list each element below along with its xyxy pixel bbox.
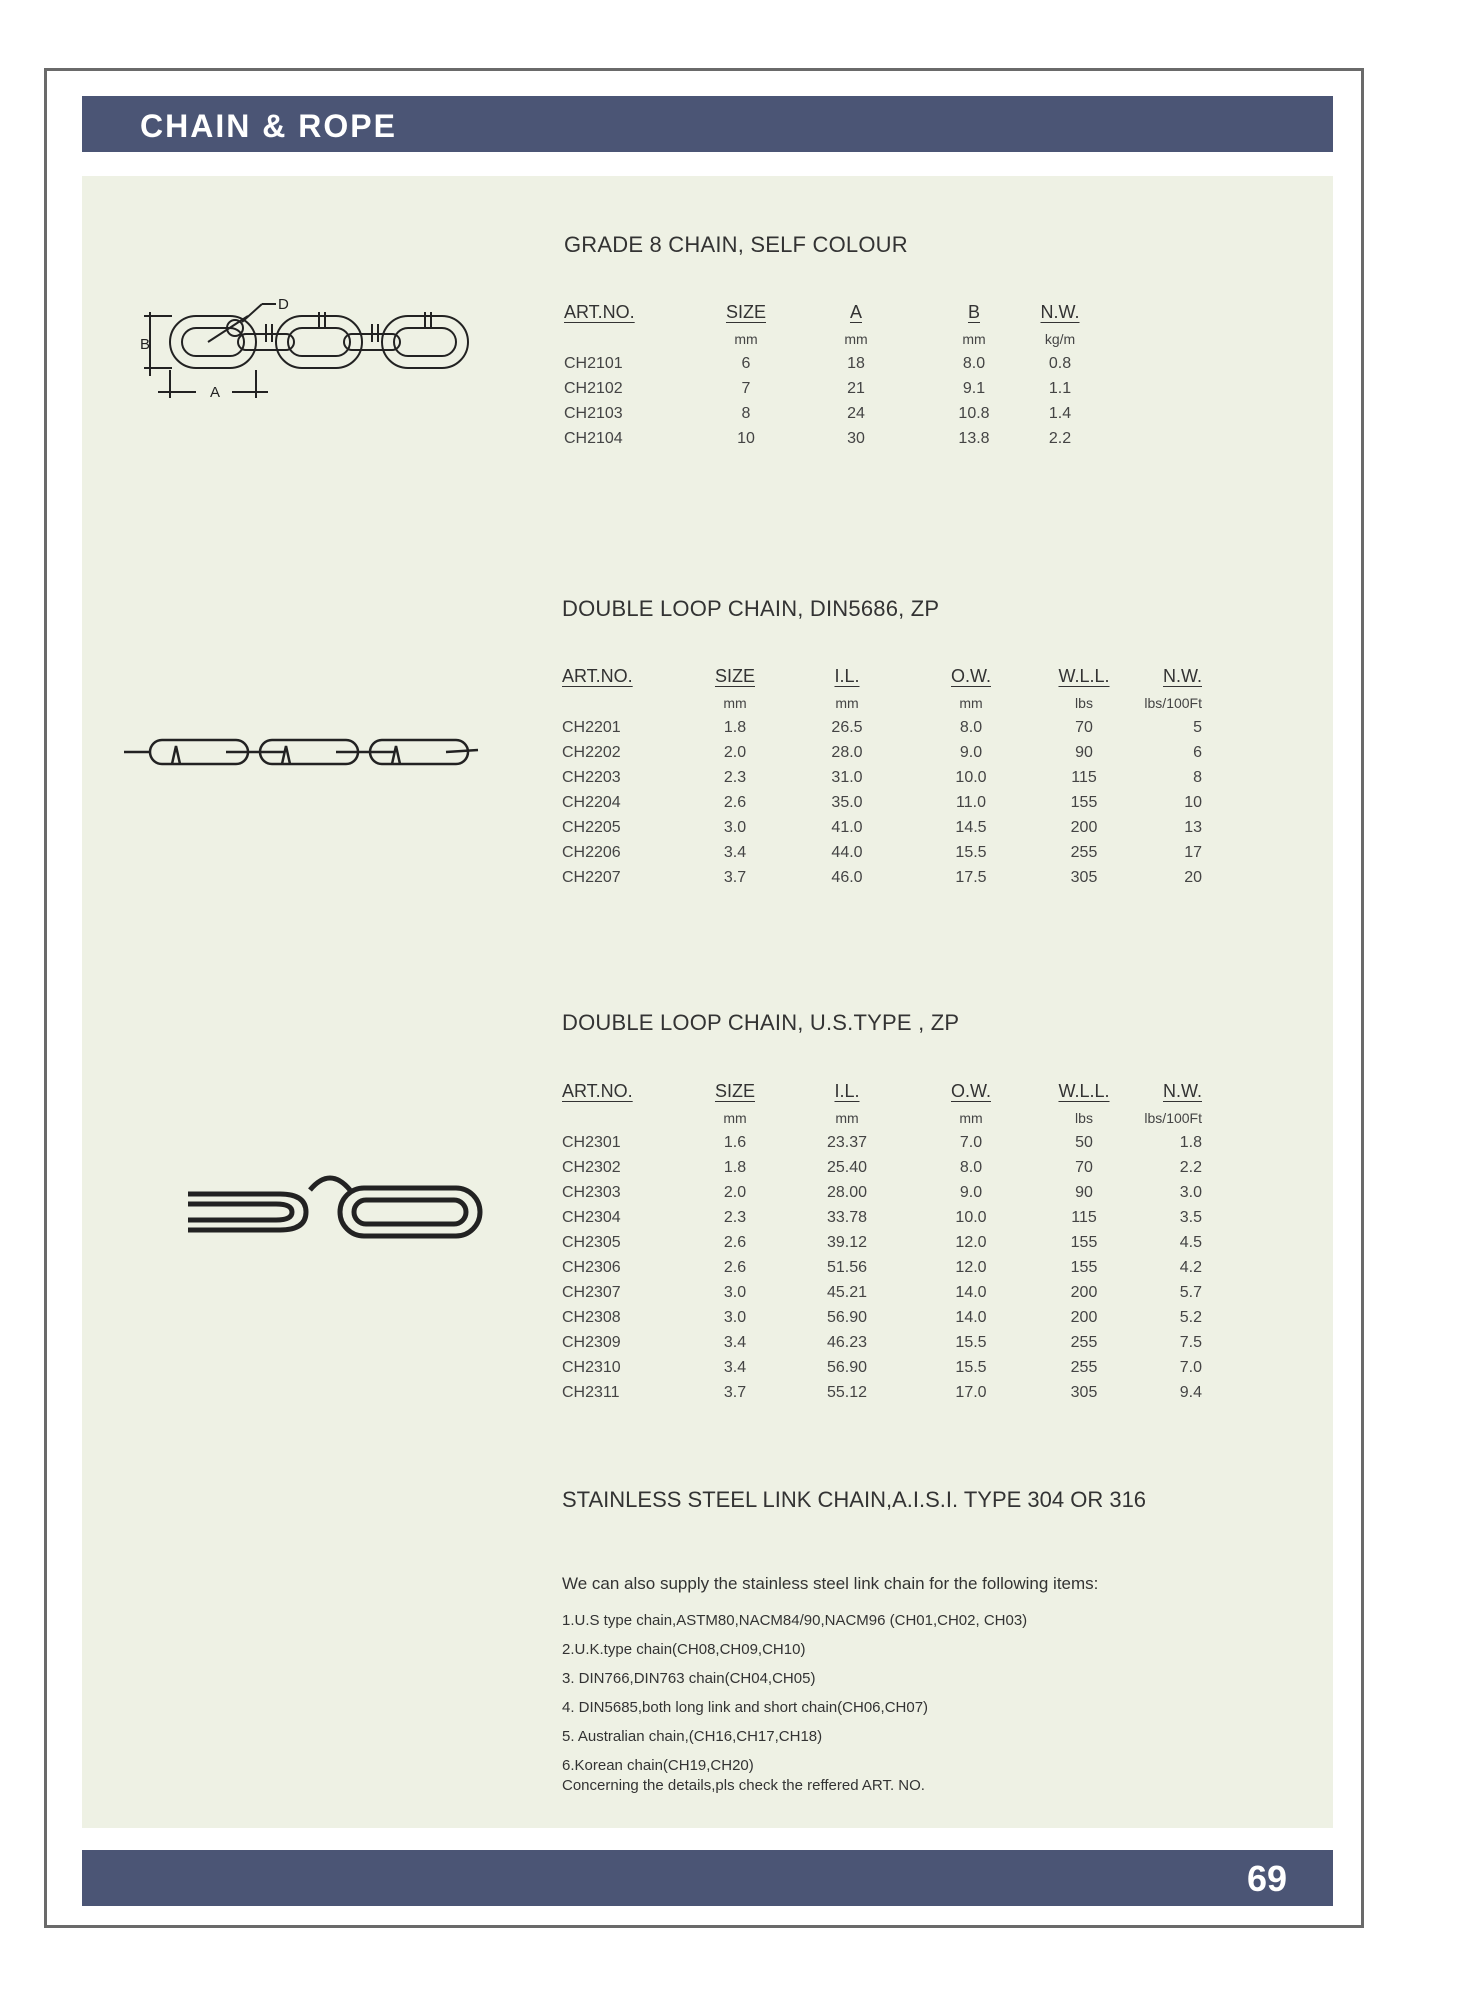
table-cell: CH2308 (562, 1309, 621, 1326)
table-cell: 13 (1184, 819, 1202, 836)
table-header-row (562, 1081, 1202, 1106)
table-cell: 26.5 (831, 719, 863, 736)
table-cell: 3.4 (723, 844, 747, 861)
table-cell: CH2310 (562, 1359, 621, 1376)
table-cell: 25.40 (826, 1159, 868, 1176)
table-cell: 4.5 (1179, 1234, 1202, 1251)
list-item: 2.U.K.type chain(CH08,CH09,CH10) (562, 1641, 806, 1658)
table-cell: 17.0 (955, 1384, 987, 1401)
column-header: B (967, 302, 980, 322)
table-cell: 2.3 (723, 769, 747, 786)
table-row (562, 1380, 1202, 1405)
table-row (562, 715, 1202, 740)
unit-cell: lbs (1075, 695, 1093, 711)
table-cell: 41.0 (831, 819, 863, 836)
list-item: 4. DIN5685,both long link and short chain(CH06,CH07) (562, 1699, 929, 1716)
table-cell: CH2303 (562, 1184, 621, 1201)
table-cell: 200 (1070, 1309, 1098, 1326)
table-row (562, 1180, 1202, 1205)
column-header: I.L. (834, 666, 860, 686)
table-row (562, 1155, 1202, 1180)
table-cell: 4.2 (1179, 1259, 1202, 1276)
list-item: 1.U.S type chain,ASTM80,NACM84/90,NACM96 (CH01,CH02, CH03) (562, 1612, 1028, 1629)
table-cell: 9.4 (1179, 1384, 1202, 1401)
table-cell: 39.12 (826, 1234, 868, 1251)
table-cell: CH2203 (562, 769, 621, 786)
table-cell: 46.0 (831, 869, 863, 886)
column-header: N.W. (1163, 1081, 1202, 1101)
table-cell: CH2102 (564, 380, 623, 397)
table-cell: 10 (1184, 794, 1202, 811)
unit-cell: mm (734, 331, 758, 347)
unit-cell: mm (835, 1110, 859, 1126)
table-cell: CH2201 (562, 719, 621, 736)
table-cell: 200 (1070, 1284, 1098, 1301)
column-header: W.L.L. (1058, 1081, 1110, 1101)
diagram-label-b: B (140, 336, 151, 353)
table-cell: CH2104 (564, 430, 623, 447)
table-cell: 6 (741, 355, 751, 372)
table-cell: 8.0 (959, 719, 983, 736)
table-cell: 1.8 (723, 719, 747, 736)
table-row (562, 1205, 1202, 1230)
column-header: O.W. (951, 1081, 991, 1101)
table-cell: 14.0 (955, 1309, 987, 1326)
table-row (562, 1280, 1202, 1305)
table-cell: 2.6 (723, 1259, 747, 1276)
table-row (562, 1355, 1202, 1380)
table-cell: CH2309 (562, 1334, 621, 1351)
stainless-item-list (562, 1606, 1027, 1780)
table-cell: 3.7 (723, 869, 747, 886)
column-header: ART.NO. (562, 1081, 633, 1101)
table-cell: CH2302 (562, 1159, 621, 1176)
unit-cell: mm (962, 331, 986, 347)
unit-cell: mm (959, 1110, 983, 1126)
column-header: ART.NO. (564, 302, 635, 322)
table-cell: CH2204 (562, 794, 621, 811)
grade8-spec-table (564, 302, 1084, 451)
column-header: W.L.L. (1058, 666, 1110, 686)
table-cell: 3.0 (723, 819, 747, 836)
table-cell: 9.0 (959, 1184, 983, 1201)
column-header: SIZE (714, 1081, 755, 1101)
table-cell: 14.0 (955, 1284, 987, 1301)
table-cell: 2.0 (723, 744, 747, 761)
table-cell: CH2101 (564, 355, 623, 372)
table-cell: 33.78 (826, 1209, 868, 1226)
table-cell: 8 (1193, 769, 1202, 786)
table-cell: 3.5 (1179, 1209, 1202, 1226)
table-cell: 7.5 (1179, 1334, 1202, 1351)
unit-cell: kg/m (1044, 331, 1076, 347)
table-cell: CH2304 (562, 1209, 621, 1226)
column-header: N.W. (1163, 666, 1202, 686)
table-row (564, 401, 1084, 426)
list-item: 6.Korean chain(CH19,CH20) (562, 1757, 754, 1774)
table-row (562, 815, 1202, 840)
table-cell: 3.4 (723, 1334, 747, 1351)
table-cell: 55.12 (826, 1384, 868, 1401)
list-item: 3. DIN766,DIN763 chain(CH04,CH05) (562, 1670, 816, 1687)
unit-cell: lbs/100Ft (1144, 1110, 1202, 1126)
stainless-outro: Concerning the details,pls check the reffered ART. NO. (562, 1777, 925, 1794)
table-row (562, 1330, 1202, 1355)
table-cell: CH2301 (562, 1134, 621, 1151)
table-cell: CH2307 (562, 1284, 621, 1301)
table-cell: 44.0 (831, 844, 863, 861)
table-cell: 13.8 (958, 430, 990, 447)
stainless-intro: We can also supply the stainless steel link chain for the following items: (562, 1574, 1099, 1593)
section-title-stainless: STAINLESS STEEL LINK CHAIN,A.I.S.I. TYPE 304 OR 316 (562, 1487, 1147, 1512)
table-cell: CH2305 (562, 1234, 621, 1251)
table-cell: 90 (1075, 744, 1093, 761)
table-cell: 3.0 (723, 1284, 747, 1301)
unit-cell (562, 1106, 682, 1130)
unit-cell: lbs (1075, 1110, 1093, 1126)
page-number: 69 (1246, 1858, 1287, 1899)
section-title-din5686: DOUBLE LOOP CHAIN, DIN5686, ZP (562, 596, 940, 621)
table-row (562, 1255, 1202, 1280)
table-cell: 7.0 (1179, 1359, 1202, 1376)
table-cell: 7.0 (959, 1134, 983, 1151)
column-header: N.W. (1040, 302, 1080, 322)
table-cell: 155 (1070, 1259, 1098, 1276)
table-cell: 2.6 (723, 1234, 747, 1251)
table-row (564, 376, 1084, 401)
footer-band (82, 1850, 1333, 1906)
table-row (564, 426, 1084, 451)
table-header-row (562, 666, 1202, 691)
ustype-spec-table (562, 1081, 1202, 1405)
table-cell: 8.0 (962, 355, 986, 372)
table-cell: 1.6 (723, 1134, 747, 1151)
table-cell: 30 (847, 430, 865, 447)
table-cell: CH2103 (564, 405, 623, 422)
table-cell: 255 (1070, 1334, 1098, 1351)
table-cell: 56.90 (826, 1359, 868, 1376)
table-row (562, 740, 1202, 765)
diagram-label-d: D (278, 296, 289, 313)
ustype-chain-illustration (180, 1160, 490, 1240)
table-cell: 45.21 (826, 1284, 868, 1301)
din5686-spec-table (562, 666, 1202, 890)
table-cell: 9.0 (959, 744, 983, 761)
table-cell: 2.3 (723, 1209, 747, 1226)
unit-cell: mm (844, 331, 868, 347)
table-cell: 3.0 (723, 1309, 747, 1326)
table-cell: CH2306 (562, 1259, 621, 1276)
table-cell: 115 (1071, 1209, 1097, 1226)
column-header: O.W. (951, 666, 991, 686)
table-row (562, 765, 1202, 790)
table-cell: 115 (1071, 769, 1097, 786)
table-row (562, 1305, 1202, 1330)
grade8-chain-diagram (138, 296, 498, 406)
header-band (82, 96, 1333, 152)
table-cell: 1.1 (1048, 380, 1072, 397)
table-cell: 3.0 (1179, 1184, 1202, 1201)
table-cell: 51.56 (826, 1259, 868, 1276)
table-cell: 2.6 (723, 794, 747, 811)
table-cell: 305 (1070, 1384, 1098, 1401)
table-cell: 8 (741, 405, 751, 422)
table-cell: 17.5 (955, 869, 987, 886)
unit-cell: mm (835, 695, 859, 711)
din5686-chain-illustration (120, 720, 480, 780)
table-cell: 6 (1193, 744, 1202, 761)
section-title-ustype: DOUBLE LOOP CHAIN, U.S.TYPE , ZP (562, 1010, 960, 1035)
table-units-row (564, 327, 1084, 351)
table-row (562, 790, 1202, 815)
table-cell: CH2206 (562, 844, 621, 861)
table-units-row (562, 1106, 1202, 1130)
table-cell: 1.8 (1179, 1134, 1202, 1151)
section-title-grade8: GRADE 8 CHAIN, SELF COLOUR (564, 232, 908, 257)
table-cell: 11.0 (956, 794, 986, 811)
column-header: I.L. (834, 1081, 860, 1101)
unit-cell: mm (959, 695, 983, 711)
table-cell: 56.90 (826, 1309, 868, 1326)
table-cell: 3.4 (723, 1359, 747, 1376)
unit-cell: lbs/100Ft (1144, 695, 1202, 711)
table-units-row (562, 691, 1202, 715)
table-cell: 70 (1075, 719, 1093, 736)
table-cell: 17 (1184, 844, 1202, 861)
table-cell: 255 (1070, 844, 1098, 861)
table-row (562, 1230, 1202, 1255)
table-cell: 28.0 (831, 744, 863, 761)
table-row (562, 1130, 1202, 1155)
table-cell: 90 (1075, 1184, 1093, 1201)
column-header: A (849, 302, 862, 322)
table-cell: 1.8 (723, 1159, 747, 1176)
column-header: SIZE (725, 302, 766, 322)
unit-cell: mm (723, 695, 747, 711)
table-row (564, 351, 1084, 376)
table-cell: 18 (847, 355, 865, 372)
table-cell: 1.4 (1048, 405, 1072, 422)
unit-cell (562, 691, 682, 715)
table-cell: 200 (1070, 819, 1098, 836)
table-cell: 15.5 (955, 1334, 987, 1351)
table-cell: 0.8 (1048, 355, 1072, 372)
table-cell: 12.0 (955, 1259, 987, 1276)
table-cell: CH2205 (562, 819, 621, 836)
table-cell: 15.5 (955, 1359, 987, 1376)
table-cell: 2.2 (1048, 430, 1072, 447)
list-item: 5. Australian chain,(CH16,CH17,CH18) (562, 1728, 823, 1745)
table-cell: 305 (1070, 869, 1098, 886)
table-cell: 5 (1193, 719, 1202, 736)
table-cell: 21 (847, 380, 865, 397)
table-cell: CH2202 (562, 744, 621, 761)
table-cell: 7 (741, 380, 751, 397)
table-cell: CH2207 (562, 869, 621, 886)
table-cell: 20 (1184, 869, 1202, 886)
table-cell: 5.7 (1179, 1284, 1202, 1301)
table-cell: 46.23 (826, 1334, 868, 1351)
table-cell: 10 (737, 430, 755, 447)
table-cell: 10.0 (955, 769, 987, 786)
table-cell: 24 (847, 405, 865, 422)
table-cell: 14.5 (955, 819, 987, 836)
table-cell: 23.37 (826, 1134, 868, 1151)
table-cell: 5.2 (1179, 1309, 1202, 1326)
page-title: CHAIN & ROPE (140, 108, 397, 144)
column-header: SIZE (714, 666, 755, 686)
table-cell: 155 (1070, 1234, 1098, 1251)
unit-cell: mm (723, 1110, 747, 1126)
table-cell: 9.1 (962, 380, 986, 397)
table-cell: 10.8 (958, 405, 990, 422)
table-cell: 2.2 (1179, 1159, 1202, 1176)
table-cell: 10.0 (955, 1209, 987, 1226)
table-cell: 50 (1075, 1134, 1093, 1151)
table-cell: 15.5 (955, 844, 987, 861)
table-cell: 255 (1070, 1359, 1098, 1376)
table-cell: 31.0 (831, 769, 863, 786)
diagram-label-a: A (210, 384, 221, 401)
table-cell: 2.0 (723, 1184, 747, 1201)
table-cell: 35.0 (831, 794, 863, 811)
table-cell: 28.00 (826, 1184, 868, 1201)
table-cell: 8.0 (959, 1159, 983, 1176)
table-cell: CH2311 (562, 1384, 620, 1401)
table-cell: 3.7 (723, 1384, 747, 1401)
table-row (562, 840, 1202, 865)
table-cell: 70 (1075, 1159, 1093, 1176)
table-row (562, 865, 1202, 890)
table-cell: 155 (1070, 794, 1098, 811)
column-header: ART.NO. (562, 666, 633, 686)
table-cell: 12.0 (955, 1234, 987, 1251)
table-header-row (564, 302, 1084, 327)
unit-cell (564, 327, 692, 351)
